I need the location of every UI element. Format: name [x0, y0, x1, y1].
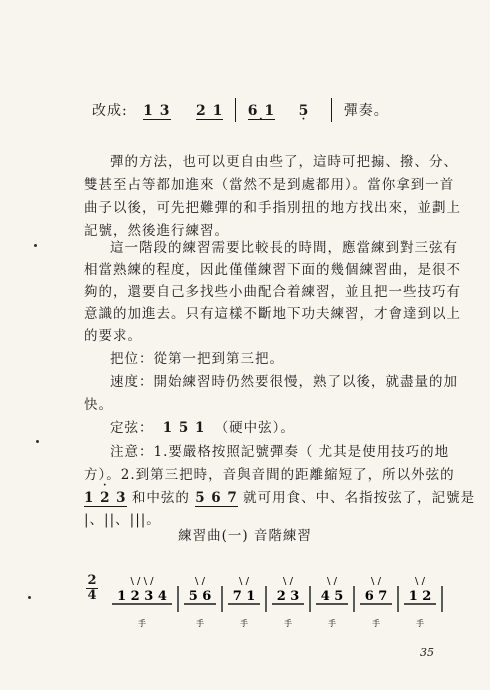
fingering-marks-line: |、||、|||。	[84, 512, 161, 528]
paragraph-line: 方）。2.到第三把時，音與音間的距離縮短了，所以外弦的	[84, 467, 455, 483]
fingering-label: 手	[328, 619, 336, 628]
paragraph-line: 的要求。	[84, 328, 142, 344]
score-staff	[86, 566, 456, 636]
page-number: 35	[420, 646, 434, 659]
barline	[235, 98, 237, 122]
notation-line	[92, 98, 389, 122]
notes-mid: 和中弦的	[131, 490, 190, 506]
tuning-suffix: （硬中弦）。	[214, 420, 295, 436]
stroke-marks: \ /	[239, 576, 249, 587]
paragraph-line: 曲子以後，可先把難彈的和手指別扭的地方找出來，並劃上	[84, 200, 461, 216]
measure-notes: 5 6	[188, 589, 212, 604]
paragraph-line: 把位：從第一把到第三把。	[110, 351, 284, 367]
tuning-line	[84, 416, 295, 436]
notation-group-1: 1 3	[143, 103, 171, 119]
stroke-marks: \ /	[283, 576, 293, 587]
fingering-label: 手	[372, 619, 380, 628]
scan-speck	[36, 440, 39, 443]
paragraph-line: 意識的加進去。只有這樣不斷地下功夫練習，才會達到以上	[84, 306, 461, 322]
measure-notes: 1 2 3 4	[117, 589, 167, 604]
fingering-label: 手	[240, 619, 248, 628]
stroke-marks: \ /	[371, 576, 381, 587]
notation-group-3: 6 1 ·	[248, 103, 275, 120]
fingering-label: 手	[416, 619, 424, 628]
notation-prefix: 改成:	[92, 103, 128, 119]
notation-suffix: 彈奏。	[343, 103, 389, 119]
tuning-notes: 1 5 1	[162, 420, 206, 436]
paragraph-line: 雙甚至占等都加進來（當然不是到處都用）。當你拿到一首	[84, 177, 455, 193]
barline	[331, 98, 333, 122]
tuning-label: 定弦：	[110, 420, 154, 436]
outer-string-notes: · 1 2 3	[84, 490, 127, 507]
time-signature-bottom: 4	[87, 588, 97, 603]
exercise-title: 練習曲(一) 音階練習	[178, 528, 312, 544]
notes-suffix: 就可用食、中、名指按弦了，記號是	[243, 490, 476, 506]
paragraph-line: 記號，然後進行練習。	[84, 223, 229, 239]
notation-group-2: 2 1	[195, 103, 224, 119]
paragraph-line: 速度：開始練習時仍然要很慢，熟了以後，就盡量的加	[110, 374, 458, 390]
stroke-marks: \ /	[415, 576, 425, 587]
paragraph-line: 快。	[84, 397, 113, 413]
paragraph-line: 注意：1.要嚴格按照記號彈奏（ 尤其是使用技巧的地	[110, 444, 450, 460]
scan-speck	[34, 244, 37, 247]
scan-speck	[28, 596, 31, 599]
stroke-marks: \ /	[327, 576, 337, 587]
paragraph-line: 彈的方法，也可以更自由些了，這時可把搧、撥、分、	[110, 154, 458, 170]
fingering-label: 手	[196, 619, 204, 628]
fingering-label: 手	[284, 619, 292, 628]
middle-string-notes: 5 6 7	[195, 490, 238, 506]
measure-notes: 7 1	[232, 589, 256, 604]
measure-notes: 6 7	[364, 589, 388, 604]
time-signature-top: 2	[87, 573, 97, 588]
stroke-marks: \ /	[195, 576, 205, 587]
stroke-marks: \ / \ /	[130, 576, 154, 587]
measure-notes: 1 2	[408, 589, 432, 604]
notes-line	[84, 486, 475, 506]
fingering-label: 手	[138, 619, 146, 628]
measure-notes: 4 5	[320, 589, 344, 604]
paragraph-line: 相當熟練的程度，因此僅僅練習下面的幾個練習曲，是很不	[84, 262, 461, 278]
measure-notes: 2 3	[276, 589, 300, 604]
paragraph-line: 這一階段的練習需要比較長的時間，應當練到對三弦有	[110, 240, 458, 256]
paragraph-line: 夠的，還要自己多找些小曲配合着練習，並且把一些技巧有	[84, 284, 461, 300]
notation-group-4: 5 ·	[299, 103, 310, 119]
